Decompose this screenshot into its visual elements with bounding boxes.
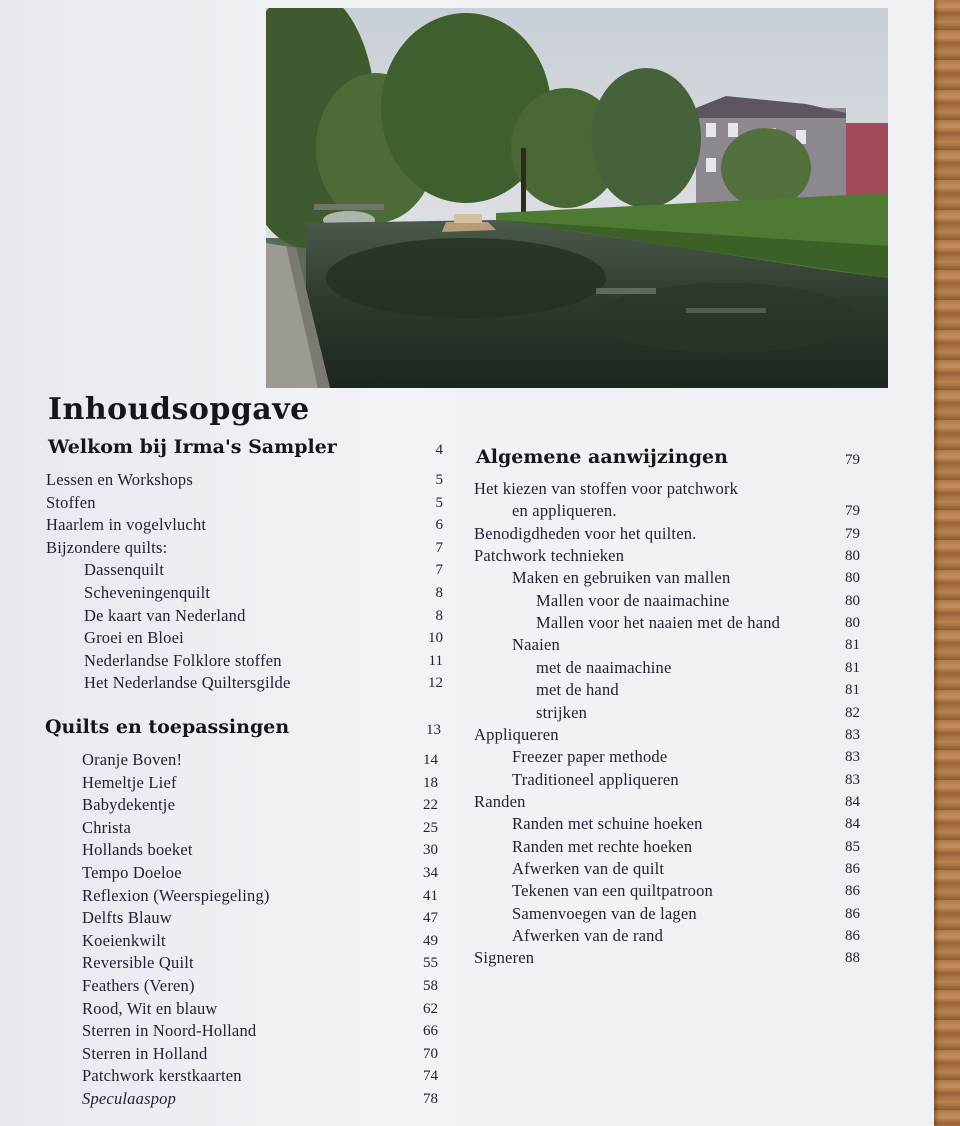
toc-entry-page-number: 7 [435, 539, 443, 556]
toc-entry-page-number: 86 [845, 905, 860, 922]
toc-entry-page-number: 58 [423, 978, 438, 994]
toc-entry-page-number: 14 [423, 752, 438, 768]
toc-entry: Oranje Boven! [82, 750, 183, 769]
toc-entry: Stoffen [46, 492, 96, 512]
toc-entry: strijken [536, 702, 588, 722]
toc-entry-page-number: 8 [435, 585, 443, 601]
toc-entry: met de naaimachine [536, 657, 672, 677]
toc-entry-page-number: 47 [423, 910, 438, 927]
toc-entry: Dassenquilt [84, 560, 165, 580]
toc-entry: Hollands boeket [82, 840, 193, 860]
toc-entry-page-number: 79 [845, 503, 860, 520]
toc-entry: en appliqueren. [512, 501, 617, 521]
toc-entry-page-number: 66 [423, 1023, 438, 1040]
toc-entry: Randen [474, 791, 526, 811]
toc-entry: Afwerken van de quilt [512, 858, 665, 878]
toc-entry: Patchwork kerstkaarten [82, 1066, 242, 1086]
page-title: Inhoudsopgave [48, 392, 310, 427]
toc-entry-page-number: 74 [423, 1068, 438, 1085]
toc-entry: Speculaaspop [82, 1089, 177, 1108]
toc-entry-page-number: 79 [845, 525, 860, 542]
toc-entry: Het Nederlandse Quiltersgilde [84, 673, 291, 693]
toc-entry: met de hand [536, 680, 619, 700]
toc-entry: Christa [82, 817, 132, 837]
toc-entry-page-number: 81 [845, 659, 860, 676]
toc-entry-page-number: 78 [423, 1091, 438, 1107]
toc-entry-page-number: 82 [845, 704, 860, 721]
toc-entry: Naaien [512, 635, 560, 655]
toc-entry-page-number: 12 [428, 675, 443, 692]
toc-entry-page-number: 81 [845, 637, 860, 654]
toc-entry-page-number: 22 [423, 797, 438, 814]
toc-entry: Patchwork technieken [474, 546, 625, 566]
toc-entry: Sterren in Noord-Holland [82, 1021, 257, 1041]
toc-entry-page-number: 41 [423, 887, 438, 904]
toc-entry-page-number: 85 [845, 838, 860, 855]
toc-entry: Benodigdheden voor het quilten. [474, 523, 697, 543]
wooden-table-edge [932, 0, 960, 1126]
section-title: Quilts en toepassingen [45, 716, 290, 738]
toc-entry: Samenvoegen van de lagen [512, 903, 697, 923]
toc-entry-page-number: 55 [423, 955, 438, 972]
toc-entry: Appliqueren [474, 724, 559, 744]
toc-entry: Haarlem in vogelvlucht [46, 515, 207, 535]
section-page-number: 4 [435, 442, 443, 458]
toc-entry-page-number: 86 [845, 883, 860, 900]
toc-entry-page-number: 7 [435, 562, 443, 579]
toc-entry-page-number: 80 [845, 615, 860, 632]
toc-entry: Mallen voor de naaimachine [536, 590, 730, 610]
toc-entry: Reflexion (Weerspiegeling) [82, 885, 270, 905]
toc-entry-page-number: 49 [423, 932, 438, 949]
toc-entry-page-number: 25 [423, 819, 438, 836]
toc-entry-page-number: 83 [845, 749, 860, 766]
toc-entry-page-number: 8 [435, 607, 443, 624]
toc-entry-page-number: 34 [423, 865, 438, 881]
toc-entry: De kaart van Nederland [84, 605, 246, 625]
toc-entry-page-number: 88 [845, 950, 860, 967]
toc-entry-page-number: 11 [428, 652, 443, 669]
toc-entry: Randen met schuine hoeken [512, 814, 703, 834]
toc-entry-page-number: 6 [435, 517, 443, 534]
toc-entry: Groei en Bloei [84, 628, 184, 648]
toc-entry: Het kiezen van stoffen voor patchwork [474, 479, 739, 498]
section-page-number: 79 [845, 452, 860, 468]
toc-entry: Mallen voor het naaien met de hand [536, 613, 781, 633]
toc-entry: Nederlandse Folklore stoffen [84, 650, 282, 670]
toc-entry: Randen met rechte hoeken [512, 836, 693, 856]
toc-entry-page-number: 80 [845, 570, 860, 587]
toc-entry-page-number: 86 [845, 860, 860, 877]
toc-entry: Reversible Quilt [82, 953, 194, 973]
toc-entry-page-number: 80 [845, 548, 860, 565]
toc-entry-page-number: 83 [845, 771, 860, 788]
toc-entry: Freezer paper methode [512, 747, 668, 767]
toc-entry-page-number: 5 [435, 494, 443, 511]
toc-entry-page-number: 83 [845, 726, 860, 743]
toc-entry-page-number: 81 [845, 682, 860, 699]
toc-entry: Lessen en Workshops [46, 470, 193, 489]
toc-entry: Koeienkwilt [82, 930, 166, 950]
toc-entry: Traditioneel appliqueren [512, 769, 679, 789]
toc-entry: Afwerken van de rand [512, 926, 664, 945]
section-title: Welkom bij Irma's Sampler [48, 436, 337, 458]
section-title: Algemene aanwijzingen [476, 446, 728, 468]
canal-landscape-icon [266, 8, 888, 388]
section-page-number: 13 [426, 722, 441, 738]
toc-entry: Hemeltje Lief [82, 772, 177, 792]
toc-entry: Bijzondere quilts: [46, 537, 168, 557]
toc-entry: Sterren in Holland [82, 1043, 208, 1063]
toc-entry-page-number: 30 [423, 842, 438, 859]
toc-entry-page-number: 86 [845, 928, 860, 944]
toc-entry: Feathers (Veren) [82, 976, 195, 995]
toc-entry: Babydekentje [82, 795, 176, 815]
toc-entry-page-number: 70 [423, 1045, 438, 1062]
toc-entry-page-number: 84 [845, 816, 860, 833]
toc-entry-page-number: 18 [423, 774, 438, 791]
toc-entry: Signeren [474, 948, 535, 968]
toc-entry: Scheveningenquilt [84, 583, 211, 602]
toc-entry-page-number: 5 [435, 472, 443, 488]
toc-entry: Rood, Wit en blauw [82, 998, 218, 1018]
canal-landscape-photo [266, 8, 888, 388]
toc-entry: Delfts Blauw [82, 908, 172, 928]
toc-entry-page-number: 62 [423, 1000, 438, 1017]
toc-entry: Tekenen van een quiltpatroon [512, 881, 713, 901]
toc-entry: Tempo Doeloe [82, 863, 182, 882]
toc-entry: Maken en gebruiken van mallen [512, 568, 731, 588]
toc-entry-page-number: 80 [845, 592, 860, 609]
toc-entry-page-number: 10 [428, 630, 443, 647]
toc-entry-page-number: 84 [845, 793, 860, 810]
